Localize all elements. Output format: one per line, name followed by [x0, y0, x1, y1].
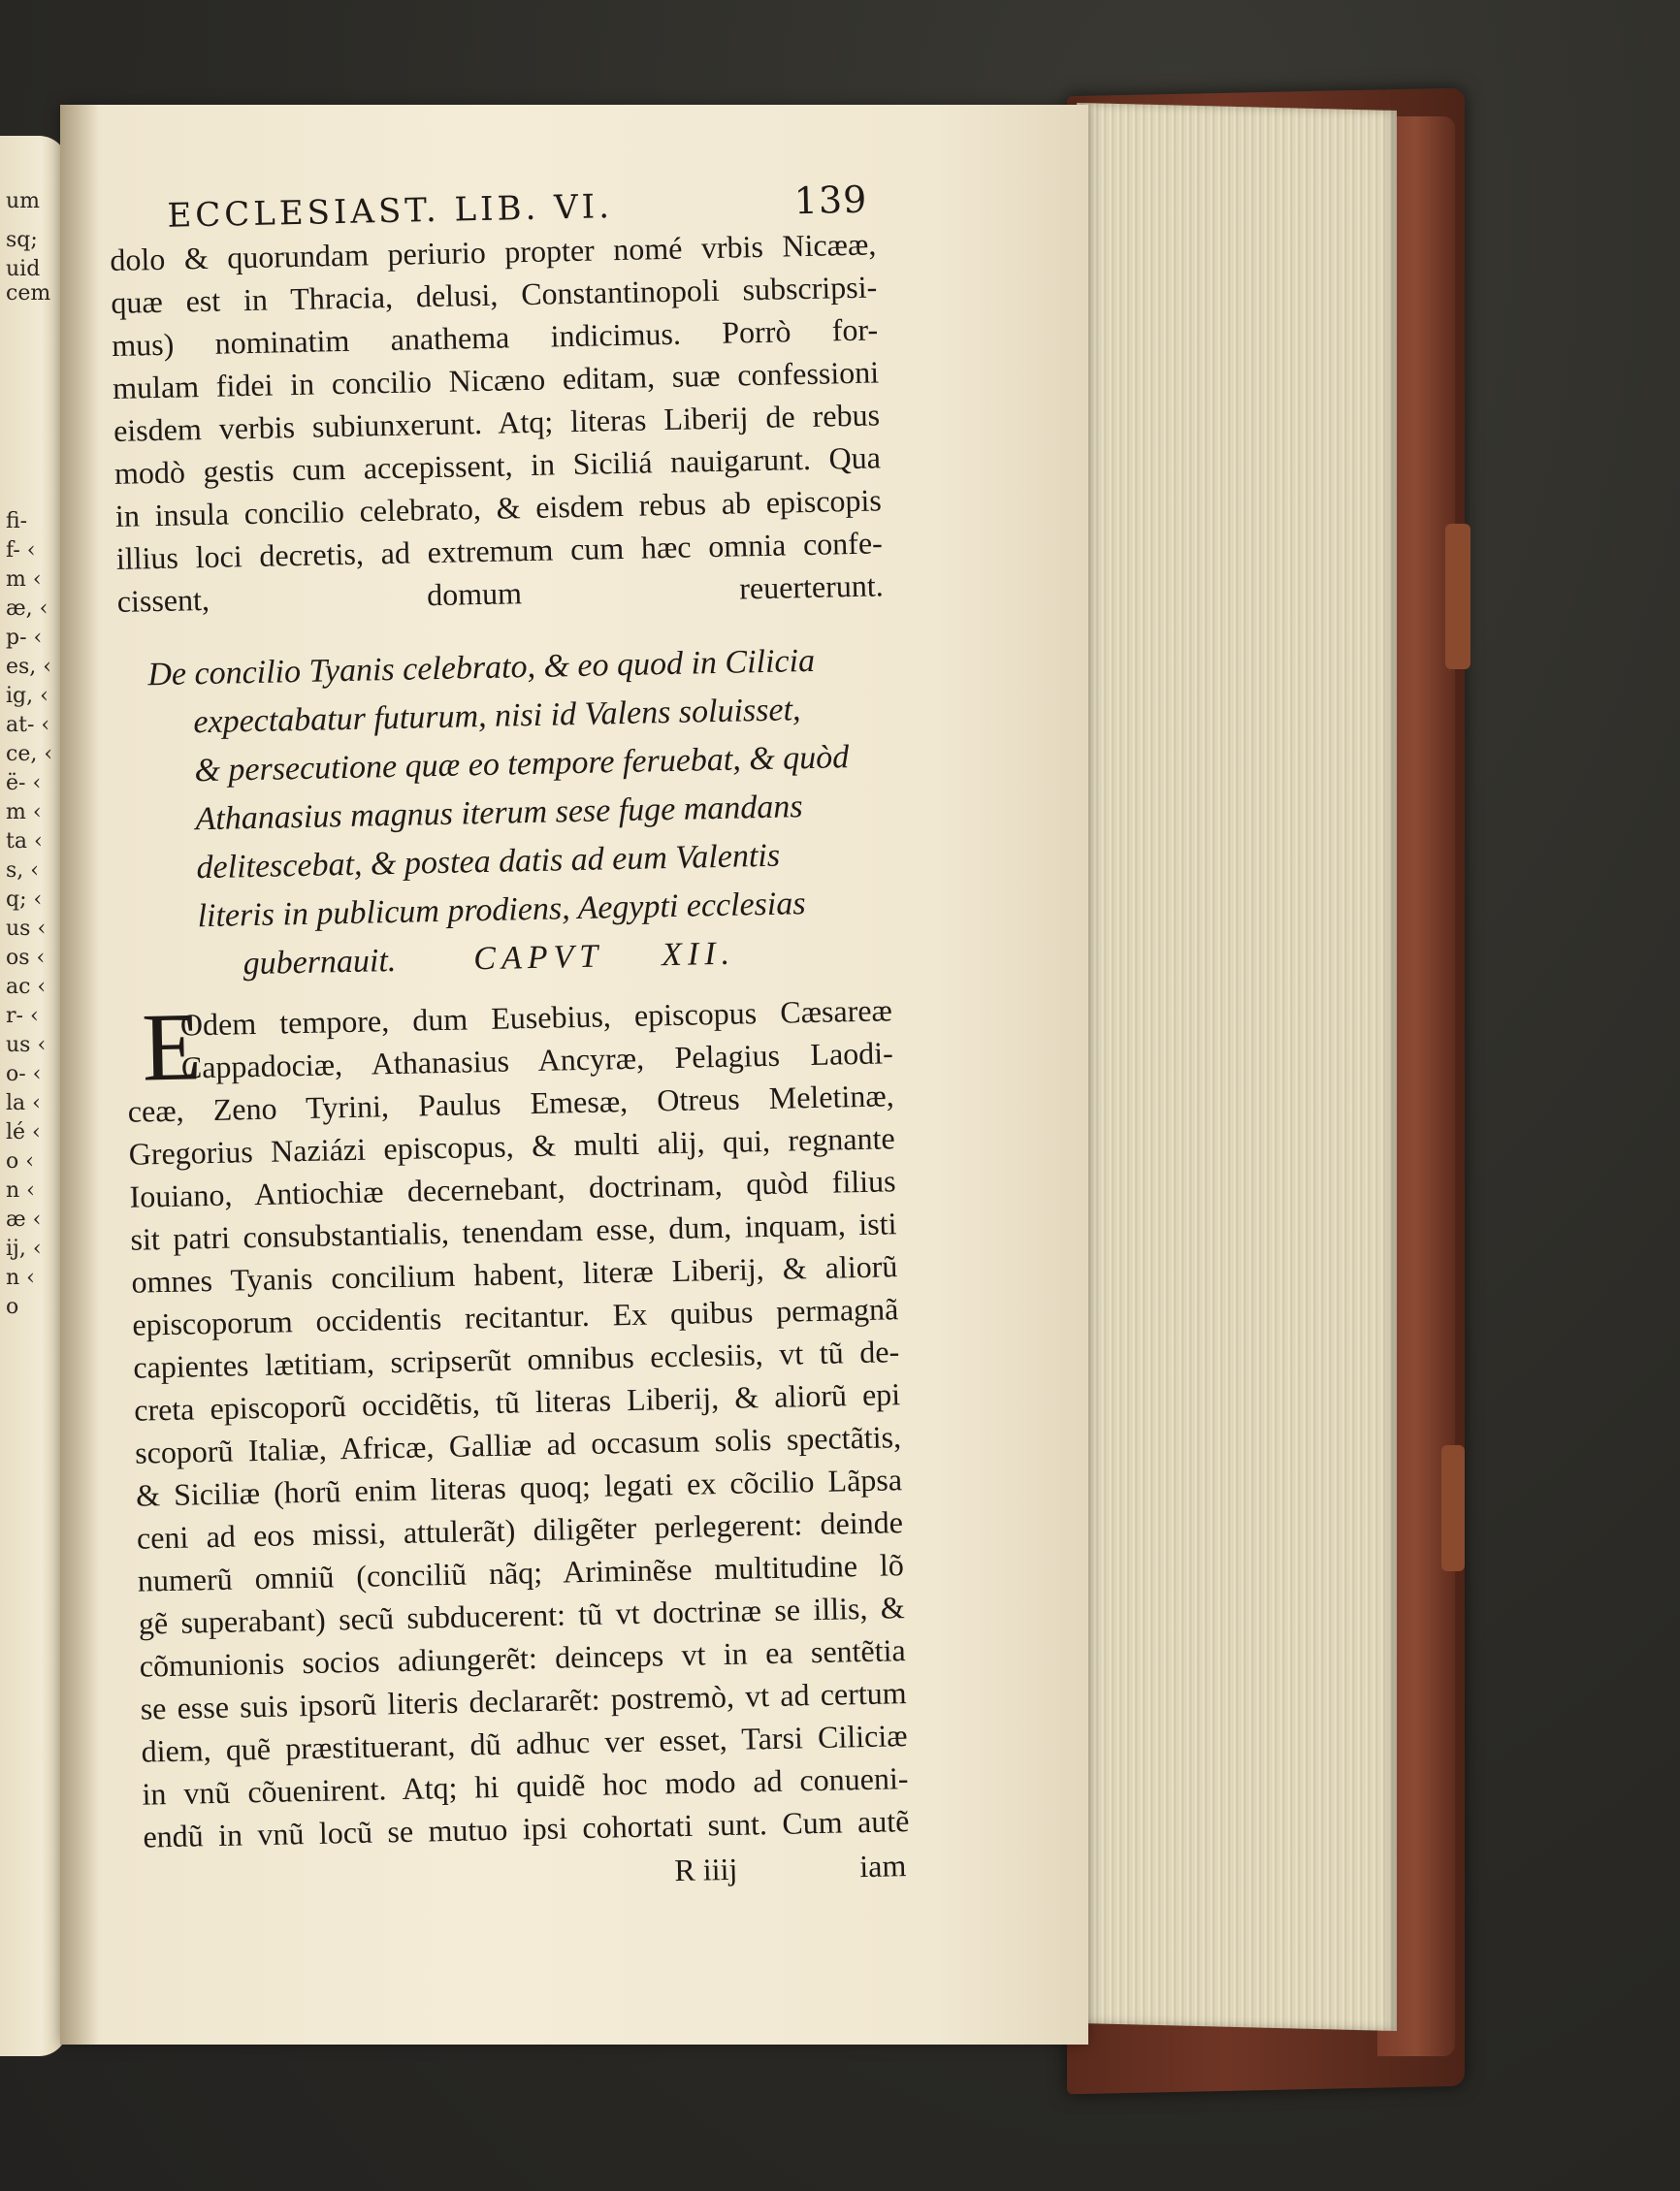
chapter-body — [126, 988, 910, 1857]
text-line: gubernauit. — [242, 942, 397, 983]
text-line: se esse suis ipsorũ literis declararẽt: postremò, vt ad certum — [140, 1675, 907, 1726]
text-line: quæ est in Thracia, delusi, Constantinopoli subscripsi- — [110, 269, 878, 320]
text-line: & persecutione quæ eo tempore feruebat, & quòd — [194, 739, 850, 789]
text-line: eisdem verbis subiunxerunt. Atq; literas Liberij de rebus — [113, 397, 881, 448]
cover-clasp-tab — [1441, 1445, 1465, 1571]
caput-number: XII. — [661, 935, 736, 974]
left-page-fragment: es, ‹ — [6, 655, 52, 679]
caput-label: CAPVT — [472, 938, 604, 978]
left-page-fragment: m ‹ — [6, 567, 42, 592]
left-page-fragment: s, ‹ — [6, 858, 40, 883]
left-page — [0, 136, 68, 2056]
left-page-fragment: ij, ‹ — [6, 1237, 42, 1261]
left-page-fragment: n ‹ — [6, 1178, 35, 1203]
page-text — [109, 177, 911, 1899]
text-line: cissent, domum reuerterunt. — [116, 567, 884, 619]
left-page-fragment: p- ‹ — [6, 626, 43, 650]
left-page-fragment: m ‹ — [6, 800, 42, 824]
text-line: De concilio Tyanis celebrato, & eo quod in Cilicia — [147, 642, 816, 693]
left-page-fragment: æ, ‹ — [6, 596, 48, 621]
text-line: illius loci decretis, ad extremum cum hæc omnia confe- — [115, 525, 884, 576]
text-line: ceæ, Zeno Tyrini, Paulus Emesæ, Otreus Meletinæ, — [127, 1078, 895, 1129]
left-page-fragment: f- ‹ — [6, 538, 36, 563]
text-line: capientes lætitiam, scripserũt omnibus ecclesiis, vt tũ de- — [132, 1334, 900, 1385]
drop-capital: E — [141, 992, 203, 1102]
page-number: 139 — [793, 177, 868, 223]
chapter-heading — [147, 635, 891, 990]
left-page-fragment: n ‹ — [6, 1266, 35, 1290]
left-page-fragment: sq; — [6, 228, 38, 252]
left-page-fragment: ce, ‹ — [6, 742, 53, 766]
left-page-fragment: uid — [6, 257, 41, 281]
text-line: Odem tempore, dum Eusebius, episcopus Cæsareæ — [179, 992, 893, 1043]
cover-clasp-tab — [1445, 524, 1470, 669]
text-line: cõmunionis socios adiungerẽt: deinceps vt in ea sentẽtia — [139, 1632, 906, 1684]
running-head-title: ECCLESIAST. LIB. VI. — [167, 187, 614, 236]
left-page-fragment: cem — [6, 281, 51, 306]
text-line: Cappadociæ, Athanasius Ancyræ, Pelagius Laodi- — [180, 1035, 894, 1085]
text-line: in vnũ cõuenirent. Atq; hi quidẽ hoc modo ad conueni- — [142, 1760, 909, 1812]
left-page-fragment: ig, ‹ — [6, 684, 48, 708]
left-page-fragment: o- ‹ — [6, 1062, 42, 1086]
catchword: iam — [858, 1848, 907, 1885]
left-page-fragment: o — [6, 1295, 19, 1319]
text-line: Athanasius magnus iterum sese fuge mandans — [195, 789, 803, 838]
left-page-fragment: ac ‹ — [6, 975, 47, 999]
left-page-fragment: æ ‹ — [6, 1208, 42, 1232]
text-line: mulam fidei in concilio Nicæno editam, suæ confessioni — [112, 354, 880, 405]
text-line: episcoporum occidentis recitantur. Ex quibus permagnã — [132, 1291, 899, 1342]
text-line: delitescebat, & postea datis ad eum Valentis — [196, 837, 781, 886]
text-line: creta episcoporũ occidẽtis, tũ literas Liberij, & aliorũ epi — [133, 1376, 901, 1428]
left-page-fragment: lé ‹ — [6, 1120, 41, 1144]
text-line: omnes Tyanis concilium habent, literæ Liberij, & aliorũ — [131, 1248, 898, 1300]
text-line: mus) nominatim anathema indicimus. Porrò for- — [111, 311, 879, 363]
left-page-fragment: os ‹ — [6, 946, 46, 970]
text-line: ceni ad eos missi, attulerãt) diligẽter perlegerent: deinde — [136, 1504, 904, 1556]
text-line: diem, quẽ præstituerant, dũ adhuc ver esset, Tarsi Ciliciæ — [141, 1718, 908, 1769]
left-page-fragment: at- ‹ — [6, 713, 50, 737]
text-line: numerũ omniũ (conciliũ nãq; Ariminẽse multitudine lõ — [137, 1547, 905, 1598]
left-page-fragment: fi- — [6, 509, 28, 533]
text-line: & Siciliæ (horũ enim literas quoq; legati ex cõcilio Lãpsa — [135, 1462, 903, 1513]
signature-mark: R iiij — [674, 1851, 738, 1888]
left-page-fragment: o ‹ — [6, 1149, 35, 1174]
left-page-fragment: us ‹ — [6, 917, 47, 941]
text-line: literis in publicum prodiens, Aegypti ecclesias — [197, 886, 806, 935]
text-line: scoporũ Italiæ, Africæ, Galliæ ad occasum solis spectãtis, — [134, 1419, 902, 1470]
text-line: gẽ superabant) secũ subducerent: tũ vt doctrinæ se illis, & — [138, 1590, 906, 1641]
text-block-edges — [1077, 103, 1397, 2031]
left-page-fragment: ë- ‹ — [6, 771, 42, 795]
left-page-fragment: q; ‹ — [6, 887, 43, 912]
left-page-fragment: um — [6, 189, 41, 213]
text-line: Iouiano, Antiochiæ decernebant, doctrinam, quòd filius — [129, 1163, 896, 1214]
first-paragraph — [110, 222, 884, 622]
left-page-fragment: r- ‹ — [6, 1004, 39, 1028]
text-line: dolo & quorundam periurio propter nomé vrbis Nicææ, — [110, 226, 877, 277]
gutter-shadow — [60, 105, 99, 2045]
text-line: endũ in vnũ locũ se mutuo ipsi cohortati sunt. Cum autẽ — [143, 1803, 910, 1854]
left-page-fragment: ta ‹ — [6, 829, 43, 854]
text-line: sit patri consubstantialis, tenendam esse, dum, inquam, isti — [130, 1206, 897, 1257]
text-line: modò gestis cum accepissent, in Siciliá nauigarunt. Qua — [113, 439, 882, 491]
left-page-fragment: us ‹ — [6, 1033, 47, 1057]
left-page-fragment: la ‹ — [6, 1091, 41, 1115]
text-line: expectabatur futurum, nisi id Valens soluisset, — [193, 692, 801, 741]
text-line: Gregorius Naziázi episcopus, & multi alij, qui, regnante — [128, 1120, 895, 1172]
text-line: in insula concilio celebrato, & eisdem rebus ab episcopis — [114, 482, 883, 533]
